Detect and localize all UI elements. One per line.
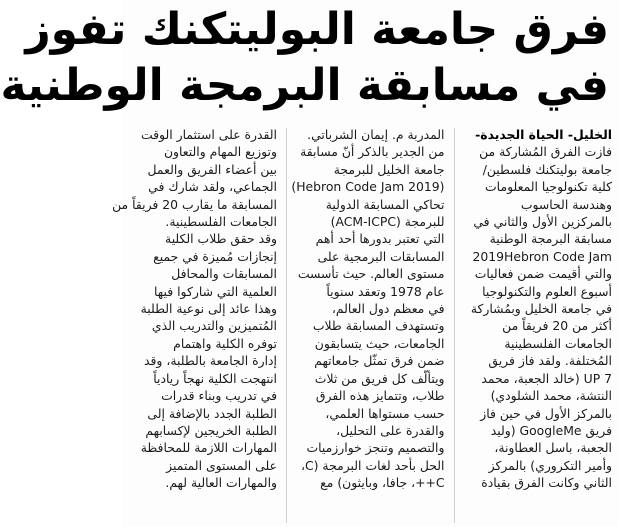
- article-text-line: وتوزيع المهام والتعاون: [163, 144, 277, 160]
- article-headline: [0, 2, 609, 120]
- article-text-line: للبرمجة (ACM-ICPC): [330, 214, 445, 230]
- article-text-line: الجعبة، باسل العطاونة،: [494, 440, 612, 456]
- article-text-line: عام 1978 وتعقد سنوياً: [326, 283, 445, 299]
- article-text-line: في معظم دول العالم،: [331, 301, 445, 317]
- article-text-line: النتشة، محمد الشلودي): [490, 388, 612, 404]
- article-text-line: UP 7 (خالد الجعبة، محمد: [481, 370, 612, 386]
- article-text-line: وتستهدف المسابقة طلاب: [312, 318, 445, 334]
- article-text-line: وأمير التكروري) بالمركز: [488, 457, 612, 473]
- article-text-line: الجامعات الفلسطينية.: [165, 214, 277, 230]
- article-text-line: الطلبة الخريجين لإكسابهم: [145, 422, 277, 438]
- headline-line-1: فرق جامعة البوليتكنك تفوز: [25, 4, 609, 55]
- article-text-line: وقد حقق طلاب الكلية: [165, 231, 277, 247]
- article-text-line: الجامعات، حيث يتسابقون: [314, 335, 445, 351]
- article-text-line: حسب مستواها العلمي،: [325, 405, 445, 421]
- article-text-line: الحل بأحد لغات البرمجة (C،: [301, 457, 445, 473]
- article-text-line: المُتميزين والتدريب الذي: [151, 318, 277, 334]
- article-text-line: أسبوع العلوم والتكنولوجيا: [482, 283, 612, 299]
- article-text-line: المهارات اللازمة للمحافظة: [140, 440, 277, 456]
- article-text-line: إنجازات مُميزة في جميع: [153, 248, 277, 264]
- article-text-line: وهندسة الحاسوب: [520, 196, 612, 212]
- column-divider: [286, 128, 287, 523]
- article-text-line: في جامعة الخليل وبمُشاركة: [470, 301, 612, 317]
- headline-line-2: في مسابقة البرمجة الوطنية: [0, 60, 609, 111]
- article-text-line: المدربة م. إيمان الشرباتي.: [307, 127, 445, 142]
- article-text-line: تحاكي المسابقة الدولية: [325, 196, 445, 212]
- article-text-line: العلمية التي شاركوا فيها: [154, 283, 277, 299]
- article-text-line: جامعة الخليل للبرمجة: [333, 161, 445, 177]
- article-text-line: في تدريب وبناء قدرات: [161, 388, 277, 404]
- article-dateline: الخليل- الحياة الجديدة-: [475, 127, 612, 142]
- article-text-line: بين أعضاء الفريق والعمل: [147, 161, 277, 177]
- article-text-line: والتصميم وتنجز خوارزميات: [306, 440, 445, 456]
- article-text-line: المسابقات والمحافل: [171, 266, 277, 282]
- article-text-line: جامعة بوليتكنك فلسطين/: [482, 161, 612, 177]
- article-text-line: وهذا عائد إلى نوعية الطلبة: [140, 301, 277, 317]
- article-text-line: التي تعتبر بدورها أحد أهم: [315, 231, 445, 247]
- article-text-line: إدارة الجامعة بالطلبة، وقد: [144, 353, 277, 369]
- article-text-line: والمهارات العالية لهم.: [165, 475, 277, 491]
- article-text-line: فريق GoogleMe (وليد: [490, 422, 612, 438]
- article-column-3: [112, 126, 280, 526]
- article-body: [112, 126, 615, 527]
- article-text-line: كلية تكنولوجيا المعلومات: [485, 179, 612, 195]
- article-text-line: 2019Hebron Code Jam: [472, 248, 612, 264]
- article-text-line: من الجدير بالذكر أنّ مسابقة: [300, 144, 445, 160]
- article-text-line: طلاب، وتتمايز هذه الفرق: [315, 388, 445, 404]
- article-text-line: المسابقة ما يقارب 20 فريقاً من: [112, 196, 277, 212]
- article-text-line: مسابقة البرمجة الوطنية: [489, 231, 612, 247]
- article-text-line: على المستوى المتميز: [166, 457, 277, 473]
- article-text-line: الجماعي، ولقد شارك في: [148, 179, 277, 195]
- article-text-line: C++، جافا، وبايثون) مع: [320, 475, 445, 491]
- column-divider: [454, 128, 455, 523]
- article-text-line: الجامعات الفلسطينية: [504, 335, 612, 351]
- article-text-line: الطلبة الجدد بالإضافة إلى: [147, 405, 277, 421]
- article-text-line: مستوى العالم. حيث تأسست: [297, 266, 445, 282]
- article-column-2: [291, 126, 448, 526]
- article-text-line: بالمركزين الأول والثاني في: [473, 214, 612, 230]
- article-column-1: [461, 126, 615, 526]
- article-text-line: المُختلفة. ولقد فاز فريق: [488, 353, 612, 369]
- article-text-line: فازت الفرق المُشاركة من: [479, 144, 612, 160]
- article-text-line: انتهجت الكلية نهجاً ريادياً: [153, 370, 277, 386]
- article-text-line: ضمن فرق تمثّل جامعاتهم: [314, 353, 445, 369]
- article-text-line: القدرة على استثمار الوقت: [140, 127, 277, 142]
- article-text-line: توفره الكلية واهتمام: [173, 335, 277, 351]
- article-text-line: (Hebron Code Jam 2019): [291, 179, 445, 195]
- article-text-line: والتي أقيمت ضمن فعاليات: [474, 266, 612, 282]
- article-text-line: بالمركز الأول في حين فاز: [480, 405, 612, 421]
- article-text-line: ويتألّف كل فريق من ثلاث: [314, 370, 445, 386]
- article-text-line: أكثر من 20 فريقاً من: [502, 318, 612, 334]
- article-text-line: المسابقات البرمجية على: [317, 248, 445, 264]
- article-text-line: الثاني وكانت الفرق بقيادة: [481, 475, 612, 491]
- article-text-line: والقدرة على التحليل،: [336, 422, 445, 438]
